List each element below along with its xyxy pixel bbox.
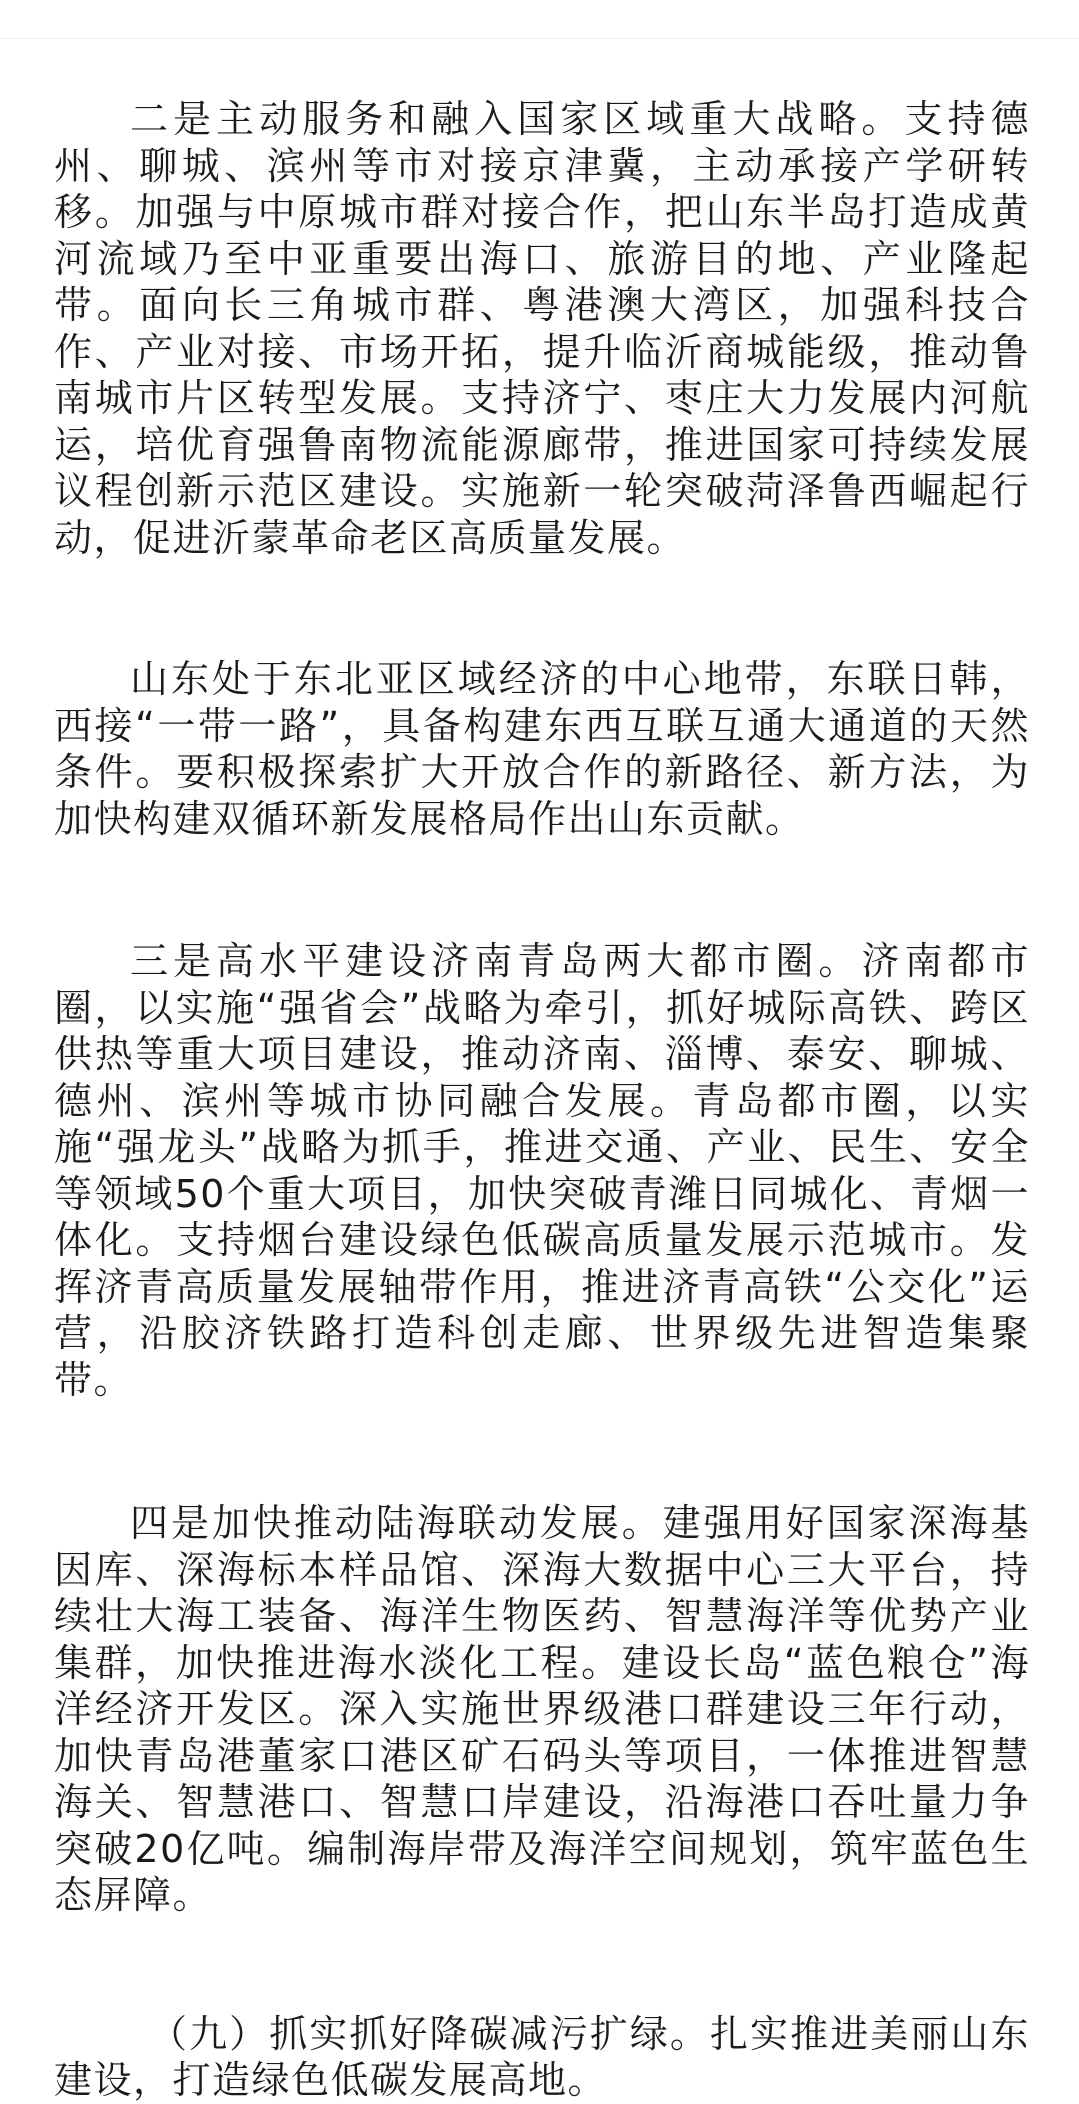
- paragraph-regional-strategy: 二是主动服务和融入国家区域重大战略。支持德州、聊城、滨州等市对接京津冀，主动承接产学研转移。加强与中原城市群对接合作，把山东半岛打造成黄河流域乃至中亚重要出海口、旅游目的地、产业隆起带。面向长三角城市群、粤港澳大湾区，加强科技合作、产业对接、市场开拓，提升临沂商城能级，推动鲁南城市片区转型发展。支持济宁、枣庄大力发展内河航运，培优育强鲁南物流能源廊带，推进国家可持续发展议程创新示范区建设。实施新一轮突破菏泽鲁西崛起行动，促进沂蒙革命老区高质量发展。: [54, 97, 1030, 560]
- paragraph-metropolitan-areas: 三是高水平建设济南青岛两大都市圈。济南都市圈，以实施“强省会”战略为牵引，抓好城际高铁、跨区供热等重大项目建设，推动济南、淄博、泰安、聊城、德州、滨州等城市协同融合发展。青岛都市圈，以实施“强龙头”战略为抓手，推进交通、产业、民生、安全等领域50个重大项目，加快突破青潍日同城化、青烟一体化。支持烟台建设绿色低碳高质量发展示范城市。发挥济青高质量发展轴带作用，推进济青高铁“公交化”运营，沿胶济铁路打造科创走廊、世界级先进智造集聚带。: [54, 939, 1030, 1402]
- top-divider: [0, 38, 1079, 39]
- paragraph-carbon-reduction: （九）抓实抓好降碳减污扩绿。扎实推进美丽山东建设，打造绿色低碳发展高地。: [54, 2011, 1030, 2102]
- paragraph-northeast-asia: 山东处于东北亚区域经济的中心地带，东联日韩，西接“一带一路”，具备构建东西互联互通大通道的天然条件。要积极探索扩大开放合作的新路径、新方法，为加快构建双循环新发展格局作出山东贡献。: [54, 657, 1030, 841]
- paragraph-land-sea: 四是加快推动陆海联动发展。建强用好国家深海基因库、深海标本样品馆、深海大数据中心三大平台，持续壮大海工装备、海洋生物医药、智慧海洋等优势产业集群，加快推进海水淡化工程。建设长岛“蓝色粮仓”海洋经济开发区。深入实施世界级港口群建设三年行动，加快青岛港董家口港区矿石码头等项目，一体推进智慧海关、智慧港口、智慧口岸建设，沿海港口吞吐量力争突破20亿吨。编制海岸带及海洋空间规划，筑牢蓝色生态屏障。: [54, 1501, 1030, 1917]
- article-body: [54, 96, 1030, 2104]
